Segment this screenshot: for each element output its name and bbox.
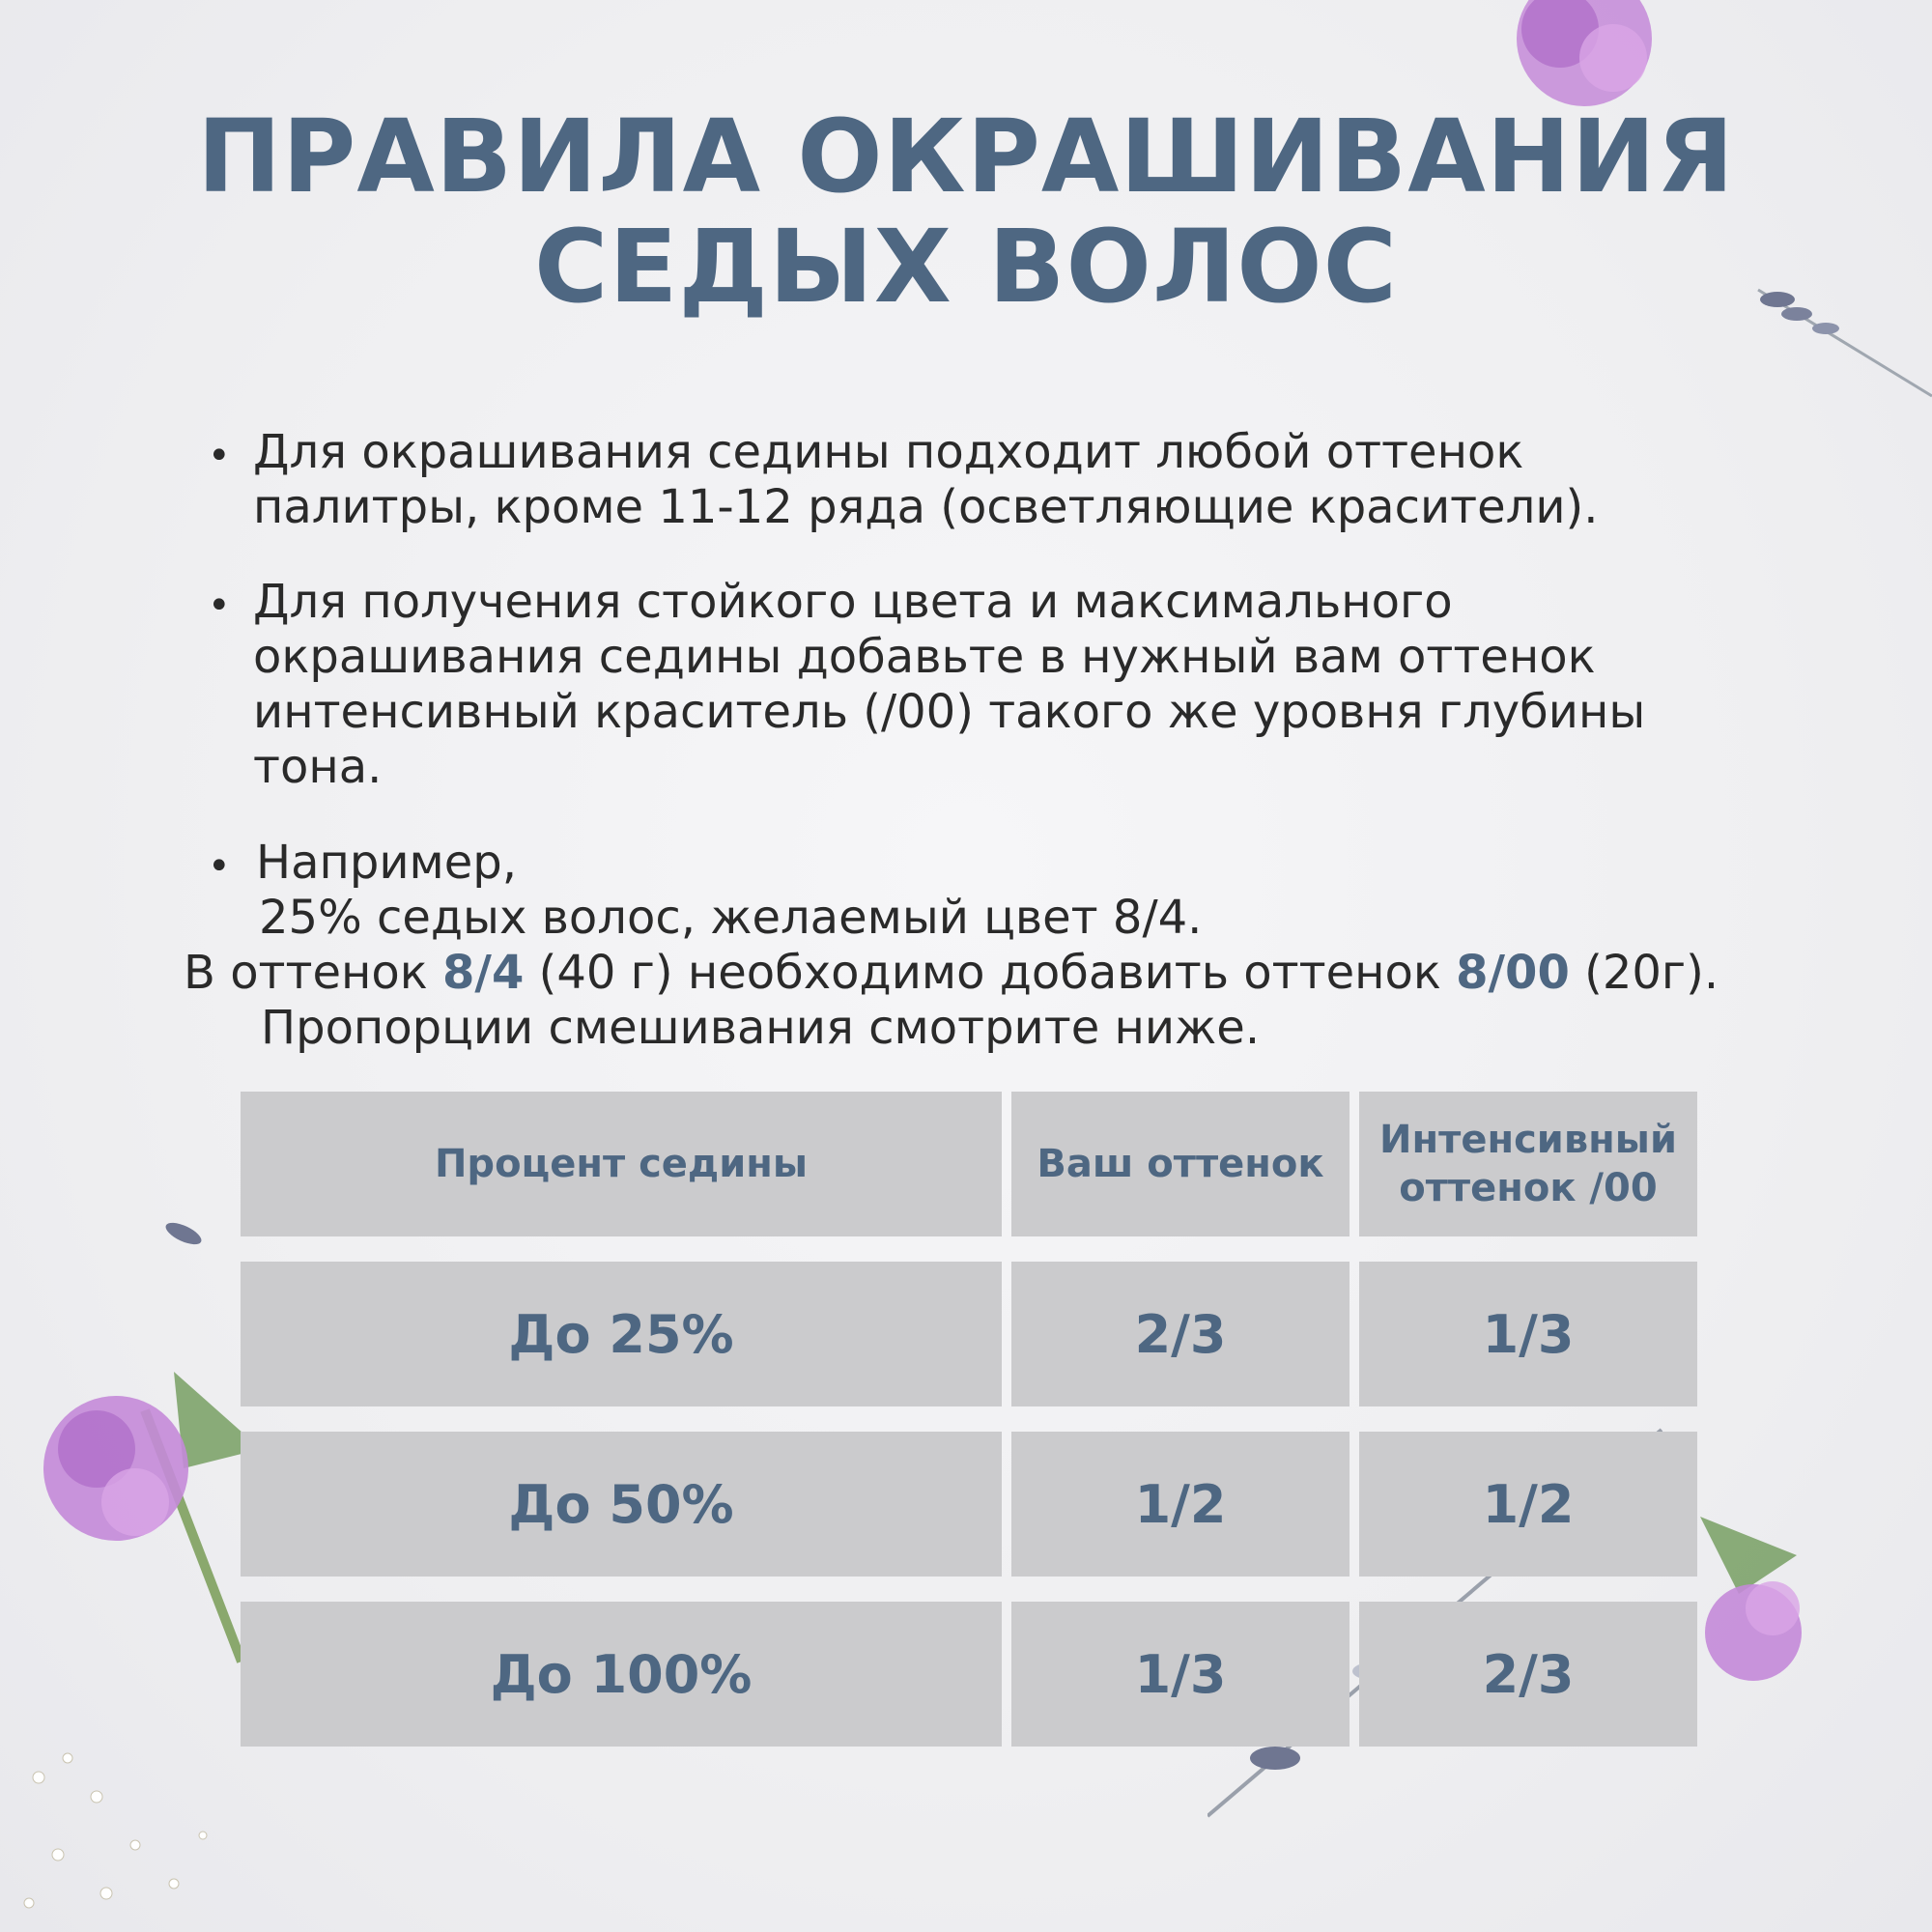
shade-8-00: 8/00 [1456, 946, 1570, 1000]
table-cell-grey-percent: До 50% [241, 1432, 1002, 1577]
table-header-your-shade: Ваш оттенок [1011, 1092, 1350, 1236]
bullet-dot: • [208, 844, 231, 889]
table-cell-your-shade: 1/2 [1011, 1432, 1350, 1577]
shade-8-4: 8/4 [442, 946, 525, 1000]
bullet-text-2: Для получения стойкого цвета и максимального окрашивания седины добавьте в нужный вам оттенок интенсивный краситель (/00) такого же уровня глубины тона. [253, 575, 1646, 794]
title-line-1: ПРАВИЛА ОКРАШИВАНИЯ [197, 98, 1735, 215]
example-line-1: Например, [256, 836, 518, 890]
table-cell-your-shade: 2/3 [1011, 1262, 1350, 1406]
example-line-4: Пропорции смешивания смотрите ниже. [261, 1001, 1261, 1055]
table-cell-intensive-shade: 2/3 [1359, 1602, 1697, 1747]
page-title [0, 98, 1932, 326]
table-cell-intensive-shade: 1/2 [1359, 1432, 1697, 1577]
table-header-intensive-shade: Интенсивный оттенок /00 [1359, 1092, 1697, 1236]
flower-decoration-right [1681, 1517, 1835, 1710]
bullet-text-1: Для окрашивания седины подходит любой оттенок палитры, кроме 11-12 ряда (осветляющие красители). [253, 425, 1599, 534]
bullet-dot: • [208, 583, 231, 628]
table-cell-your-shade: 1/3 [1011, 1602, 1350, 1747]
table-header-grey-percent: Процент седины [241, 1092, 1002, 1236]
lavender-bud-decoration [159, 1219, 208, 1248]
bullet-dot: • [208, 434, 231, 478]
table-cell-grey-percent: До 100% [241, 1602, 1002, 1747]
table-cell-intensive-shade: 1/3 [1359, 1262, 1697, 1406]
table-cell-grey-percent: До 25% [241, 1262, 1002, 1406]
gypsophila-decoration [0, 1700, 251, 1932]
flower-decoration-left [29, 1333, 270, 1681]
example-line-2: 25% седых волос, желаемый цвет 8/4. [259, 891, 1203, 945]
example-line-3: В оттенок 8/4 (40 г) необходимо добавить оттенок 8/00 (20г). [184, 946, 1719, 1000]
title-line-2: СЕДЫХ ВОЛОС [534, 208, 1398, 326]
